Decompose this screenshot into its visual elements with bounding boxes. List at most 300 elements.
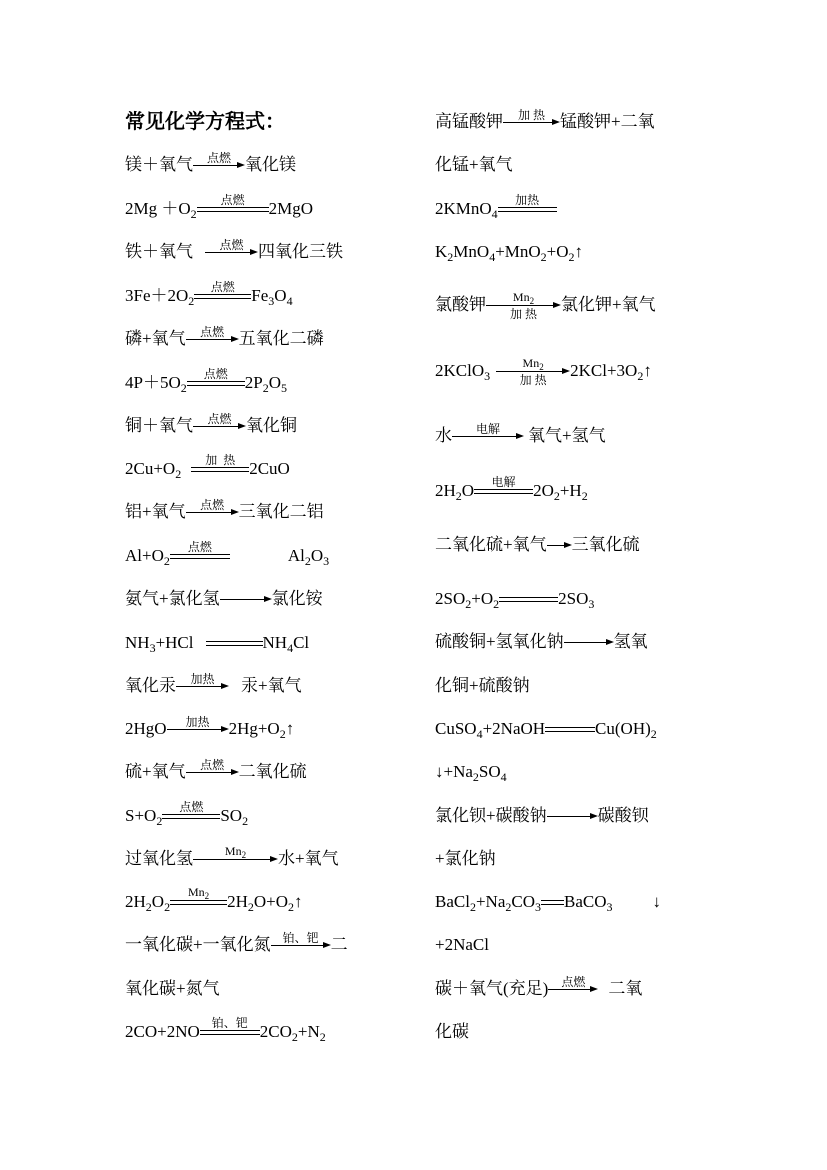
text-segment: +Na: [475, 892, 506, 911]
condition-text: 加热: [185, 715, 210, 729]
reaction-arrow: [205, 240, 258, 264]
equals-sign: [474, 475, 533, 503]
equation-line: [435, 804, 649, 828]
equals-sign: [206, 631, 263, 655]
arrow-line: [186, 512, 232, 513]
text-segment: 2KClO: [435, 361, 485, 380]
equation-line: [125, 414, 297, 438]
equation-line: [125, 631, 309, 655]
condition-label: [181, 413, 258, 425]
text-segment: ↑: [643, 361, 652, 380]
equation-line: [125, 1016, 326, 1044]
text-segment: CuSO: [435, 719, 477, 738]
text-segment: 高锰酸钾: [435, 112, 503, 131]
reaction-arrow: [452, 424, 524, 448]
condition-text: 点燃: [200, 325, 225, 339]
condition-label: [193, 239, 270, 251]
equals-line-top: [170, 900, 227, 901]
arrow-line: [564, 642, 607, 643]
text-segment: 硫+氧气: [125, 762, 186, 781]
equals-line-bottom: [498, 211, 557, 212]
reaction-arrow: [167, 717, 229, 741]
text-segment: 汞+氧气: [241, 676, 302, 695]
subscript: 3: [268, 294, 275, 308]
equation-line: [125, 327, 324, 351]
subscript: 2: [279, 727, 286, 741]
equation-line: [125, 500, 324, 524]
condition-subscript: 2: [529, 296, 535, 306]
arrow-line: [496, 371, 563, 372]
subscript: 3: [535, 900, 541, 914]
text-segment: 氯化钡+碳酸钠: [435, 806, 547, 825]
subscript: 2: [242, 814, 249, 828]
text-segment: 化铜+硫酸钠: [435, 676, 530, 695]
arrowhead: [606, 639, 614, 645]
condition-text: 点燃: [210, 280, 235, 294]
equation-line: [435, 356, 652, 387]
arrowhead: [590, 813, 598, 819]
subscript: 4: [287, 641, 294, 655]
condition-label: [491, 109, 572, 121]
equals-line-bottom: [545, 731, 595, 732]
reaction-arrow: [186, 760, 239, 784]
text-segment: Al+O: [125, 546, 164, 565]
text-segment: ↑: [294, 892, 303, 911]
equation-line: [125, 717, 294, 741]
equation-line: [435, 1020, 469, 1044]
subscript: 2: [156, 814, 163, 828]
text-segment: MnO: [453, 242, 490, 261]
condition-label: [182, 281, 263, 293]
subscript: 5: [280, 381, 287, 395]
condition-label: [158, 541, 242, 553]
condition-text: 点燃: [219, 238, 244, 252]
equation-line: [125, 844, 339, 871]
equation-line: [125, 977, 220, 1001]
equals-line-bottom: [170, 904, 227, 905]
text-segment: 2MgO: [268, 199, 314, 218]
text-segment: 水+氧气: [278, 849, 339, 868]
equation-line: [435, 977, 642, 1001]
arrow-line: [503, 122, 553, 123]
subscript: 2: [505, 900, 512, 914]
equals-line-top: [474, 489, 533, 490]
equals-sign: [187, 367, 245, 395]
text-segment: 氨气+氯化氢: [125, 589, 220, 608]
text-segment: +O: [546, 242, 569, 261]
equation-line: [435, 424, 606, 448]
page-title: 常见化学方程式：: [125, 111, 285, 133]
equation-line: [435, 533, 640, 557]
text-segment: BaCl: [435, 892, 470, 911]
equation-line: [435, 153, 513, 177]
condition-label: [484, 357, 582, 370]
reaction-arrow: [496, 356, 570, 387]
subscript: 2: [190, 207, 197, 221]
condition-text: 点燃: [187, 540, 212, 554]
condition-text: Mn: [187, 885, 205, 899]
condition-label: [164, 673, 241, 685]
subscript: 2: [163, 554, 170, 568]
equals-line-bottom: [200, 1034, 260, 1035]
text-segment: 氧化镁: [245, 155, 296, 174]
subscript: 2: [447, 250, 454, 264]
text-segment: O: [274, 286, 287, 305]
text-segment: +HCl: [155, 633, 194, 652]
equation-line: [125, 933, 348, 957]
subscript: 4: [286, 294, 293, 308]
equals-line-bottom: [187, 385, 245, 386]
text-segment: Al: [287, 546, 305, 565]
text-segment: NH: [125, 633, 150, 652]
subscript: 2: [145, 900, 152, 914]
equation-line: [435, 475, 588, 503]
equals-sign: [170, 885, 227, 914]
condition-subscript: 2: [241, 850, 247, 860]
subscript: 2: [455, 489, 462, 503]
subscript: 2: [175, 467, 182, 481]
equation-line: [435, 674, 530, 698]
equals-line-top: [191, 467, 249, 468]
text-segment: 锰酸钾+二氧: [560, 112, 655, 131]
equation-line: [435, 110, 655, 134]
condition-text: 铂、钯: [282, 931, 319, 945]
condition-text: Mn: [224, 844, 242, 858]
arrow-line: [547, 545, 565, 546]
subscript: 2: [288, 900, 294, 914]
condition-text: 加热: [515, 193, 540, 207]
equals-sign: [197, 193, 269, 221]
equation-line: [125, 453, 290, 481]
text-segment: 4P＋5O: [125, 373, 181, 392]
subscript: 2: [164, 900, 171, 914]
equals-line-top: [200, 1030, 260, 1031]
reaction-arrow: [193, 414, 246, 438]
equals-line-top: [545, 727, 595, 728]
condition-label: [536, 976, 610, 988]
text-segment: 三氧化二铝: [238, 502, 324, 521]
text-segment: ↓+Na: [435, 762, 473, 781]
text-segment: +MnO: [495, 242, 541, 261]
equation-line: [125, 885, 303, 914]
equation-line: [435, 933, 489, 957]
subscript: 2: [637, 369, 644, 383]
equation-line: [435, 717, 657, 741]
equals-sign: [170, 540, 230, 568]
reaction-arrow: [547, 804, 598, 828]
equals-line-top: [541, 900, 564, 901]
text-segment: O: [310, 546, 324, 565]
condition-label: [174, 759, 251, 771]
subscript: 4: [491, 207, 498, 221]
text-segment: O: [151, 892, 165, 911]
text-segment: +H: [559, 481, 582, 500]
condition-label-below: 加 热: [519, 373, 547, 387]
equals-line-top: [162, 814, 220, 815]
equals-line-top: [170, 554, 230, 555]
equals-line-top: [197, 207, 269, 208]
arrow-line: [186, 772, 232, 773]
equals-line-top: [499, 597, 558, 598]
text-segment: +2NaCl: [435, 935, 489, 954]
text-segment: 碳酸钡: [597, 806, 649, 825]
arrow-line: [271, 945, 324, 946]
condition-text: 点燃: [206, 151, 231, 165]
equals-line-bottom: [499, 601, 558, 602]
reaction-arrow: [503, 110, 560, 134]
condition-label: [181, 152, 257, 164]
condition-subscript: 2: [204, 891, 210, 901]
arrow-line: [167, 729, 222, 730]
equals-sign: [194, 280, 251, 308]
reaction-arrow: [548, 977, 598, 1001]
equation-line: [125, 153, 296, 177]
text-segment: 2H: [227, 892, 248, 911]
text-segment: 硫酸铜+氢氧化钠: [435, 632, 564, 651]
text-segment: 一氧化碳+一氧化氮: [125, 935, 271, 954]
equation-line: [125, 674, 302, 698]
condition-label: [462, 476, 545, 488]
condition-label: [474, 291, 573, 304]
condition-label: [181, 845, 290, 858]
text-segment: 二氧化硫: [238, 762, 307, 781]
equation-line: [125, 367, 287, 395]
text-segment: 水: [435, 426, 452, 445]
reaction-arrow: [176, 674, 229, 698]
arrow-line: [205, 252, 251, 253]
reaction-arrow: [193, 844, 278, 871]
text-segment: 3Fe＋2O: [125, 286, 189, 305]
condition-text: 电解: [491, 475, 516, 489]
text-segment: 2SO: [435, 589, 466, 608]
text-segment: 2KCl+3O: [570, 361, 638, 380]
condition-label: [259, 932, 343, 944]
text-segment: 2KMnO: [435, 199, 492, 218]
arrow-line: [193, 165, 238, 166]
equals-line-bottom: [194, 298, 251, 299]
equals-sign: [545, 717, 595, 741]
text-segment: 2SO: [558, 589, 589, 608]
condition-label: [188, 1017, 272, 1029]
text-segment: NH: [262, 633, 288, 652]
subscript: 2: [304, 554, 311, 568]
condition-label: [175, 368, 257, 380]
equals-sign: [498, 193, 557, 221]
arrow-line: [452, 436, 517, 437]
text-segment: 氯酸钾: [435, 295, 486, 314]
subscript: 3: [588, 597, 595, 611]
text-segment: SO: [478, 762, 501, 781]
text-segment: BaCO: [564, 892, 607, 911]
equals-line-bottom: [541, 904, 564, 905]
condition-text: Mn: [512, 290, 530, 304]
text-segment: 铜＋氧气: [125, 416, 193, 435]
arrow-line: [486, 305, 554, 306]
condition-text: 点燃: [200, 498, 225, 512]
text-segment: 二: [330, 935, 348, 954]
condition-text: 点燃: [561, 975, 586, 989]
reaction-arrow: [486, 290, 561, 321]
condition-text: 加 热: [517, 108, 545, 122]
subscript: 2: [291, 1030, 298, 1044]
equals-sign: [541, 890, 564, 914]
text-segment: 2O: [533, 481, 554, 500]
text-segment: 碳＋氧气(充足): [435, 979, 549, 998]
condition-label: [150, 801, 232, 813]
equation-line: [435, 587, 594, 611]
text-segment: ↑: [574, 242, 584, 261]
equals-line-bottom: [197, 211, 269, 212]
arrow-line: [220, 599, 265, 600]
condition-label: [440, 423, 536, 435]
condition-text: 点燃: [200, 758, 225, 772]
text-segment: 四氧化三铁: [258, 242, 343, 261]
text-segment: 2H: [435, 481, 456, 500]
text-segment: Fe: [251, 286, 269, 305]
text-segment: 过氧化氢: [125, 849, 193, 868]
equation-line: [435, 890, 661, 914]
equation-line: [435, 193, 557, 221]
subscript: 2: [568, 250, 575, 264]
reaction-arrow: [547, 533, 572, 557]
text-segment: S+O: [125, 806, 157, 825]
equals-sign: [191, 453, 249, 481]
condition-text: Mn: [522, 356, 540, 370]
reaction-arrow: [564, 630, 614, 654]
condition-label: [486, 194, 569, 206]
condition-label-below: 加 热: [509, 307, 537, 321]
subscript: 2: [581, 489, 588, 503]
text-segment: 铝+氧气: [125, 502, 186, 521]
text-segment: 2Hg+O: [228, 719, 280, 738]
text-segment: +氯化钠: [435, 849, 496, 868]
subscript: 2: [465, 597, 472, 611]
arrow-line: [548, 989, 591, 990]
subscript: 2: [553, 489, 560, 503]
reaction-arrow: [186, 327, 239, 351]
subscript: 2: [319, 1030, 326, 1044]
subscript: 2: [180, 381, 187, 395]
text-segment: 铁＋氧气: [125, 242, 193, 261]
text-segment: 磷+氧气: [125, 329, 186, 348]
equation-line: [435, 290, 656, 321]
reaction-arrow: [193, 153, 245, 177]
condition-subscript: 2: [539, 362, 544, 372]
text-segment: 氢氧: [613, 632, 648, 651]
condition-text: 加 热: [205, 453, 236, 467]
subscript: 2: [493, 597, 500, 611]
text-segment: Cu(OH): [595, 719, 651, 738]
arrow-line: [547, 816, 591, 817]
equals-line-bottom: [162, 818, 220, 819]
text-segment: 2HgO: [125, 719, 167, 738]
condition-text: 点燃: [220, 193, 245, 207]
subscript: 3: [484, 369, 491, 383]
reaction-arrow: [220, 587, 272, 611]
text-segment: 镁＋氧气: [125, 155, 193, 174]
subscript: 3: [606, 900, 613, 914]
text-segment: 2CO: [259, 1022, 292, 1041]
subscript: 2: [469, 900, 476, 914]
equation-line: [435, 847, 496, 871]
subscript: 2: [472, 770, 479, 784]
text-segment: +O: [471, 589, 494, 608]
text-segment: 二氧化硫+氧气: [435, 535, 547, 554]
subscript: 3: [323, 554, 330, 568]
equation-line: [125, 540, 330, 568]
text-segment: 化碳: [435, 1022, 469, 1041]
text-segment: 二氧: [608, 979, 643, 998]
text-segment: 2P: [244, 373, 263, 392]
subscript: 2: [247, 900, 254, 914]
equals-line-top: [498, 207, 557, 208]
equation-line: [125, 280, 293, 308]
text-segment: 五氧化二磷: [238, 329, 324, 348]
subscript: 2: [262, 381, 269, 395]
text-segment: K: [435, 242, 448, 261]
text-segment: 氧化汞: [125, 676, 176, 695]
text-segment: 2H: [125, 892, 146, 911]
equals-line-bottom: [206, 645, 263, 646]
subscript: 4: [476, 727, 483, 741]
equation-line: [125, 193, 314, 221]
equals-sign: [162, 800, 220, 828]
condition-text: 加热: [190, 672, 215, 686]
arrow-line: [186, 339, 232, 340]
text-segment: 化锰+氧气: [435, 155, 513, 174]
text-segment: 氯化钾+氧气: [561, 295, 656, 314]
text-segment: 氧化碳+氮气: [125, 979, 220, 998]
text-segment: 氧气+氢气: [528, 426, 606, 445]
arrow-line: [176, 686, 222, 687]
arrow-line: [193, 859, 271, 860]
condition-text: 点燃: [207, 412, 232, 426]
condition-label: [174, 326, 251, 338]
subscript: 2: [650, 727, 657, 741]
condition-label: [185, 194, 281, 206]
equals-line-bottom: [191, 471, 249, 472]
text-segment: +N: [297, 1022, 320, 1041]
text-segment: 2Cu+O: [125, 459, 176, 478]
subscript: 2: [540, 250, 547, 264]
text-segment: SO: [220, 806, 243, 825]
reaction-arrow: [186, 500, 239, 524]
condition-text: 点燃: [203, 367, 228, 381]
subscript: 4: [500, 770, 507, 784]
equals-line-bottom: [474, 493, 533, 494]
text-segment: ↓: [652, 892, 661, 911]
condition-label: [179, 454, 261, 466]
equation-line: [435, 760, 507, 784]
subscript: 4: [489, 250, 496, 264]
equation-line: [435, 630, 648, 654]
text-segment: CO: [511, 892, 535, 911]
equals-sign: [499, 587, 558, 611]
subscript: 3: [149, 641, 156, 655]
subscript: 2: [188, 294, 195, 308]
equation-line: [125, 587, 323, 611]
arrow-line: [193, 426, 239, 427]
arrowhead: [564, 542, 572, 548]
text-segment: +2NaOH: [482, 719, 546, 738]
text-segment: O+O: [253, 892, 288, 911]
text-segment: 氧化铜: [246, 416, 297, 435]
condition-text: 铂、钯: [211, 1016, 248, 1030]
equation-line: [125, 760, 307, 784]
text-segment: 2CO+2NO: [125, 1022, 200, 1041]
condition-text: 电解: [475, 422, 500, 436]
equation-line: [435, 240, 583, 264]
